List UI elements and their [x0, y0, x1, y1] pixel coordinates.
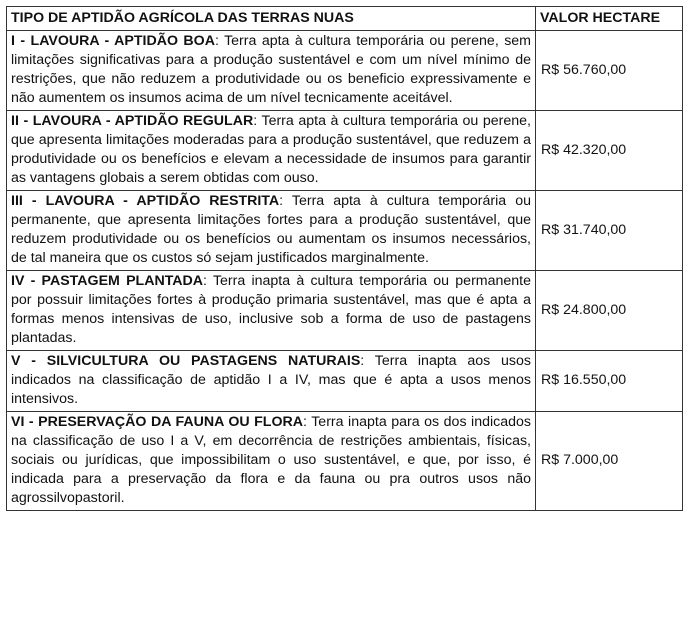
row-title: II - LAVOURA - APTIDÃO REGULAR: [11, 113, 254, 129]
land-value-table: [6, 6, 683, 511]
table-row: [7, 412, 683, 511]
table-row: [7, 351, 683, 412]
row-value: R$ 24.800,00: [536, 271, 683, 351]
row-description: [7, 412, 536, 511]
row-value: R$ 56.760,00: [536, 31, 683, 111]
table-row: [7, 111, 683, 191]
row-text: : Terra apta à cultura temporária ou permanente, que apresenta limitações fortes para a produção sustentável, que reduzem produtividade ou os benefícios ou aumentam os insumos necessários, de tal maneira que os custos só sejam justificados marginalmente.: [11, 193, 531, 266]
row-description: [7, 191, 536, 271]
row-text: : Terra inapta para os dos indicados na classificação de uso I a V, em decorrência de restrições ambientais, físicas, sociais ou jurídicas, que impossibilitam o uso sustentável, e que, por isso, é indicada para a preservação da flora e da fauna ou pra outros usos não agrossilvopastoril.: [11, 414, 532, 506]
document-page: [6, 6, 683, 511]
row-title: I - LAVOURA - APTIDÃO BOA: [11, 33, 215, 49]
row-text: : Terra apta à cultura temporária ou perene, que apresenta limitações moderadas para a produção sustentável, que reduzem a produtividade ou os benefícios e elevam a necessidade de insumos para garantir as vantagens globais a serem obtidas com ouso.: [11, 113, 532, 186]
row-text: : Terra apta à cultura temporária ou perene, sem limitações significativas para a produção sustentável e com um nível mínimo de restrições, que não reduzem a produtividade ou os beneficio expressivamente e não aumentem os insumos acima de um nível tecnicamente aceitável.: [11, 33, 531, 106]
row-value: R$ 7.000,00: [536, 412, 683, 511]
header-value: VALOR HECTARE: [536, 7, 683, 31]
table-header-row: [7, 7, 683, 31]
row-value: R$ 42.320,00: [536, 111, 683, 191]
table-row: [7, 271, 683, 351]
row-title: III - LAVOURA - APTIDÃO RESTRITA: [11, 193, 280, 209]
header-type: TIPO DE APTIDÃO AGRÍCOLA DAS TERRAS NUAS: [7, 7, 536, 31]
row-text: : Terra inapta aos usos indicados na classificação de aptidão I a IV, mas que é apta a usos menos intensivos.: [11, 353, 531, 407]
row-title: VI - PRESERVAÇÃO DA FAUNA OU FLORA: [11, 414, 303, 430]
row-text: : Terra inapta à cultura temporária ou permanente por possuir limitações fortes à produção primaria sustentável, mas que é apta a formas menos intensivas de uso, inclusive sob a forma de uso de pastagens plantadas.: [11, 273, 532, 346]
row-value: R$ 16.550,00: [536, 351, 683, 412]
row-description: [7, 31, 536, 111]
table-row: [7, 31, 683, 111]
table-row: [7, 191, 683, 271]
row-description: [7, 351, 536, 412]
row-description: [7, 111, 536, 191]
row-value: R$ 31.740,00: [536, 191, 683, 271]
row-description: [7, 271, 536, 351]
row-title: IV - PASTAGEM PLANTADA: [11, 273, 204, 289]
row-title: V - SILVICULTURA OU PASTAGENS NATURAIS: [11, 353, 361, 369]
